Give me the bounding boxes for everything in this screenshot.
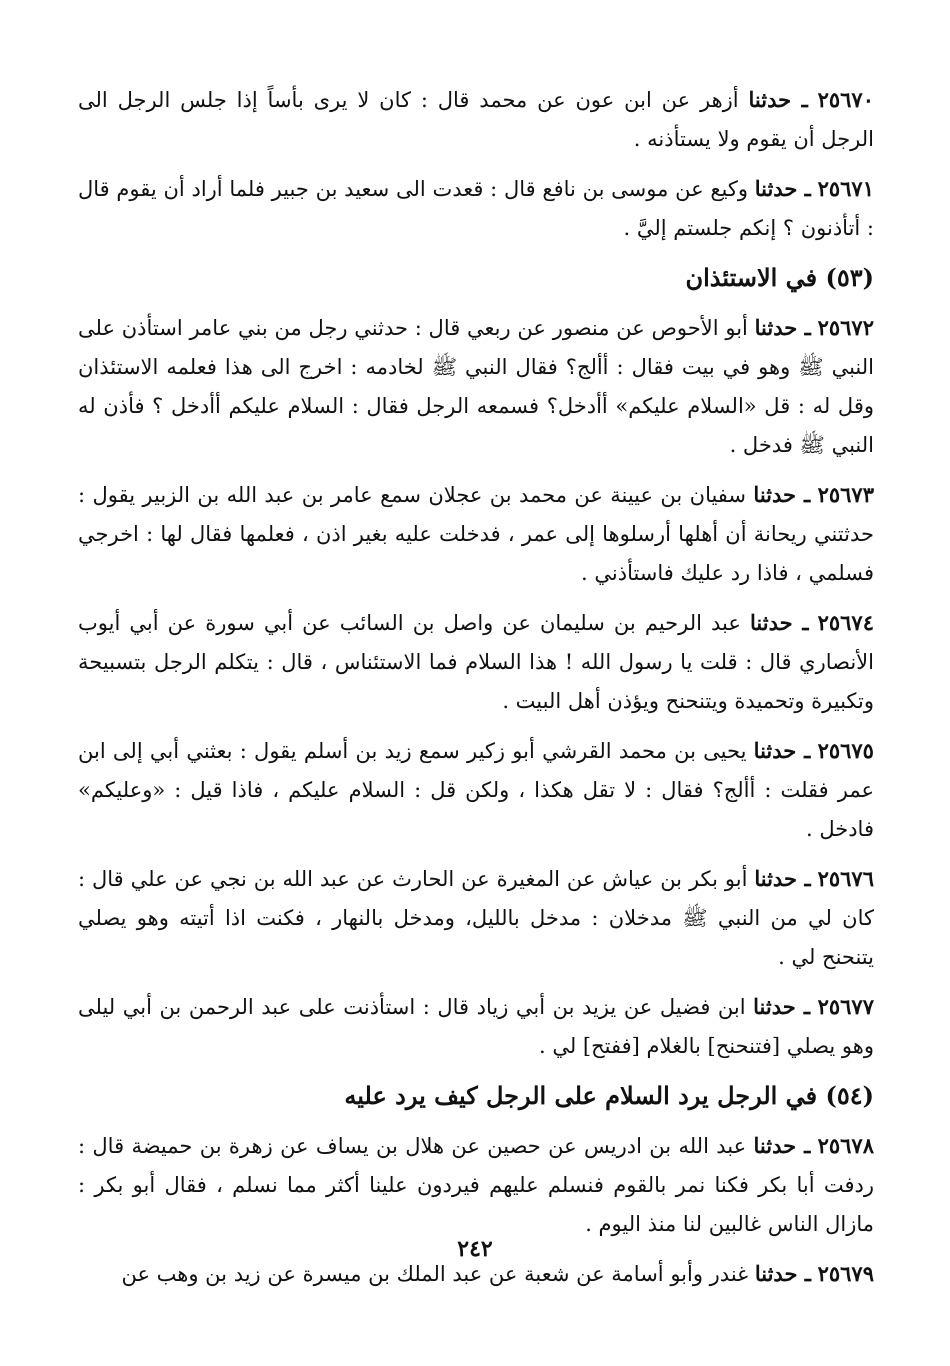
hadith-dash: ـ: [797, 176, 811, 201]
hadith-dash: ـ: [796, 866, 811, 891]
hadith-paragraph: [78, 859, 874, 977]
hadith-lead-word: حدثنا: [754, 866, 797, 891]
hadith-number: ٢٥٦٧٩: [817, 1261, 874, 1286]
hadith-dash: ـ: [797, 1261, 811, 1286]
hadith-number: ٢٥٦٧٥: [817, 738, 874, 763]
page-body: [78, 80, 874, 1294]
hadith-lead-word: حدثنا: [750, 610, 793, 635]
hadith-dash: ـ: [791, 87, 808, 112]
page-number: ٢٤٢: [457, 1236, 493, 1262]
hadith-dash: ـ: [795, 994, 811, 1019]
hadith-lead-word: حدثنا: [748, 87, 792, 112]
hadith-dash: ـ: [792, 610, 809, 635]
hadith-paragraph: [78, 603, 874, 721]
hadith-lead-word: حدثنا: [753, 1133, 797, 1158]
hadith-lead-word: حدثنا: [753, 994, 796, 1019]
hadith-text: عبد الله بن ادريس عن حصين عن هلال بن يساف عن زهرة بن حميضة قال : ردفت أبا بكر فكنا نمر بالقوم فنسلم عليهم فيردون علينا أكثر مما نسلم ، فقال أبو بكر : مازال الناس غالبين لنا منذ اليوم .: [78, 1134, 874, 1236]
chapter-heading: (٥٣) في الاستئذان: [685, 263, 874, 292]
hadith-text: عبد الرحيم بن سليمان عن واصل بن السائب عن أبي سورة عن أبي أيوب الأنصاري قال : قلت يا رسول الله ! هذا السلام فما الاستئناس ، قال : يتكلم الرجل بتسبيحة وتكبيرة وتحميدة ويتنحنح ويؤذن أهل البيت .: [78, 611, 874, 713]
hadith-lead-word: حدثنا: [753, 482, 797, 507]
hadith-text: أبو بكر بن عياش عن المغيرة عن الحارث عن عبد الله بن نجي عن علي قال : كان لي من النبي ﷺ مدخلان : مدخل بالليل، ومدخل بالنهار ، فكنت اذا أتيته وهو يصلي يتنحنح لي .: [78, 867, 874, 969]
hadith-number: ٢٥٦٧٧: [817, 994, 874, 1019]
hadith-number: ٢٥٦٧٨: [817, 1133, 874, 1158]
hadith-text: يحيى بن محمد القرشي أبو زكير سمع زيد بن أسلم يقول : بعثني أبي إلى ابن عمر فقلت : أألج؟ فقال : لا تقل هكذا ، ولكن قل : السلام عليكم ، فاذا قيل : «وعليكم» فادخل .: [78, 739, 874, 841]
hadith-lead-word: حدثنا: [754, 176, 798, 201]
hadith-paragraph: [78, 475, 874, 593]
hadith-number: ٢٥٦٧٣: [817, 482, 874, 507]
hadith-paragraph: [78, 80, 874, 159]
hadith-text: ابن فضيل عن يزيد بن أبي زياد قال : استأذنت على عبد الرحمن بن أبي ليلى وهو يصلي [فتنحنح] بالغلام [ففتح] لي .: [78, 995, 874, 1058]
hadith-text: أبو الأحوص عن منصور عن ربعي قال : حدثني رجل من بني عامر استأذن على النبي ﷺ وهو في بيت فقال : أألج؟ فقال النبي ﷺ لخادمه : اخرج الى هذا فعلمه الاستئذان وقل له : قل «السلام عليكم» أأدخل؟ فسمعه الرجل فقال : السلام عليكم أأدخل ؟ فأذن له النبي ﷺ فدخل .: [78, 316, 875, 457]
hadith-number: ٢٥٦٧١: [817, 176, 874, 201]
hadith-dash: ـ: [796, 1133, 811, 1158]
chapter-heading: (٥٤) في الرجل يرد السلام على الرجل كيف يرد عليه: [344, 1081, 874, 1110]
hadith-number: ٢٥٦٧٦: [817, 866, 874, 891]
hadith-text: وكيع عن موسى بن نافع قال : قعدت الى سعيد بن جبير فلما أراد أن يقوم قال : أتأذنون ؟ إنكم جلستم إليَّ .: [78, 177, 874, 240]
hadith-dash: ـ: [796, 482, 811, 507]
hadith-lead-word: حدثنا: [754, 315, 798, 340]
hadith-paragraph: [78, 987, 874, 1066]
hadith-lead-word: حدثنا: [753, 738, 797, 763]
hadith-paragraph: [78, 308, 874, 465]
hadith-dash: ـ: [796, 738, 811, 763]
hadith-paragraph: [78, 731, 874, 849]
hadith-text: غندر وأبو أسامة عن شعبة عن عبد الملك بن ميسرة عن زيد بن وهب عن: [121, 1262, 749, 1286]
hadith-lead-word: حدثنا: [754, 1261, 798, 1286]
hadith-number: ٢٥٦٧٢: [817, 315, 874, 340]
hadith-dash: ـ: [797, 315, 811, 340]
hadith-paragraph: [78, 1126, 874, 1244]
hadith-paragraph: [78, 169, 874, 248]
hadith-number: ٢٥٦٧٤: [817, 610, 874, 635]
hadith-number: ٢٥٦٧٠: [817, 87, 874, 112]
hadith-text: أزهر عن ابن عون عن محمد قال : كان لا يرى بأساً إذا جلس الرجل الى الرجل أن يقوم ولا يستأذنه .: [78, 88, 874, 151]
hadith-text: سفيان بن عيينة عن محمد بن عجلان سمع عامر بن عبد الله بن الزبير يقول : حدثتني ريحانة أن أهلها أرسلوها إلى عمر ، فدخلت عليه بغير اذن ، فعلمها فقال لها : اخرجي فسلمي ، فاذا رد عليك فاستأذني .: [78, 483, 874, 585]
